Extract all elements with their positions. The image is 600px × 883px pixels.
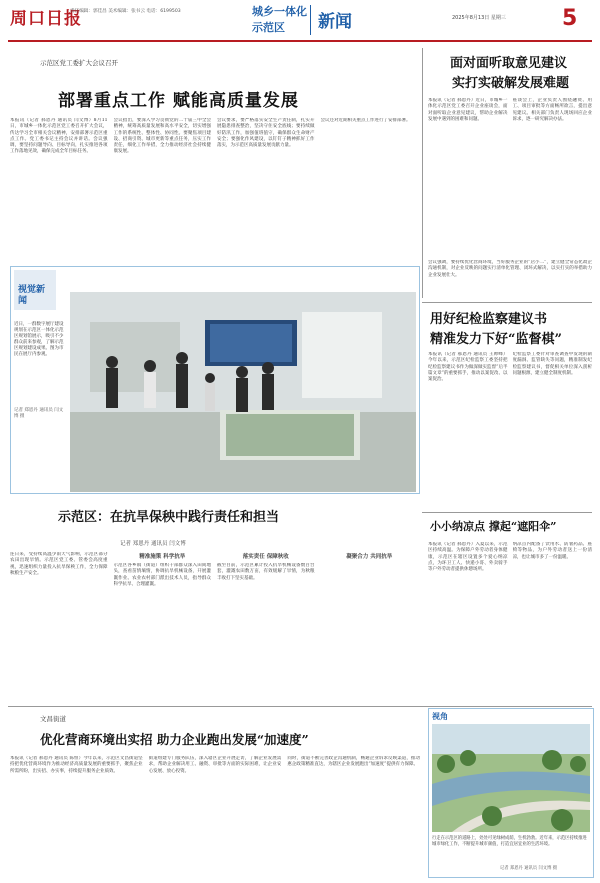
bottom-column: 本报讯（记者 郝恩丹 通讯员 陈恒）今年以来，示范区文昌街道坚持把优化营商环境作为推动经济高质量发展的重要抓手，聚焦企业所需所盼，出实招、办实事，持续提升服务企业质效。 (10, 756, 143, 774)
right-low-column: 纳凉点内配备了饮用水、防暑药品、座椅等物品，为户外劳动者送上一份清凉，也让城市多了一份温暖。 (512, 542, 592, 560)
section-rule (422, 302, 592, 303)
newspaper-logo: 周口日报 (10, 9, 82, 29)
masthead (0, 0, 600, 44)
masthead-rule (8, 40, 592, 42)
lead-body (10, 118, 418, 262)
photo-tag: 视觉新闻 (18, 285, 46, 306)
right-low-body (428, 542, 592, 702)
section-name: 新闻 (318, 12, 352, 32)
greenway-scene-illustration (432, 724, 590, 832)
mid-body (10, 552, 418, 700)
section-rule (8, 706, 592, 707)
lead-column: 会议要求，要严格落实安全生产责任制，扎实开展隐患排查整治，坚决守住安全底线；要持续做好防汛工作，加强值班值守，确保群众生命财产安全；要强化作风建设，以钉钉子精神抓好工作落实，为示范区高质量发展贡献力量。 (217, 118, 315, 149)
right-low-headline: 小小纳凉点 撑起“遮阳伞” (430, 520, 557, 533)
right-top-headline-2: 实打实破解发展难题 (452, 76, 570, 91)
right-mid-headline-2: 精准发力下好“监督棋” (430, 332, 562, 347)
bottom-headline: 优化营商环境出实招 助力企业跑出发展“加速度” (40, 732, 309, 747)
section-kicker: 城乡一体化 (252, 5, 307, 18)
lead-column: 会议指出，要深入学习贯彻党的二十届三中全会精神，统筹高质量发展和高水平安全，切实增强工作的系统性、整体性、协同性。要聚焦项目建设、招商引资、城市更新等重点任务，压实工作责任，细化工作举措，全力推动经济社会持续健康发展。 (113, 118, 211, 155)
lead-column: 本报讯（记者 郝恩丹 通讯员 闫文博）8月11日，市城乡一体化示范区党工委召开扩大会议，传达学习全市相关会议精神，安排部署示范区重点工作。党工委书记主持会议并讲话。会议强调，要坚持问题导向、目标导向，扎实推进各项工作落地见效，确保完成全年目标任务。 (10, 118, 108, 155)
right-mid-body (428, 352, 592, 510)
right-mid-column: 纪检监察工委针对审查调查中发现的制度漏洞、监管缺失等问题，精准制发纪检监察建议书，督促相关单位深入剖析问题根源，建立健全制度机制。 (512, 352, 592, 376)
editor-credits: 责任编辑：郭佳昌 美术编辑：张书云 电话：6199503 (70, 9, 181, 14)
bottom-column: 街道组建专门服务队伍，深入辖区企业开展走访，了解企业发展需求，帮助企业解决用工、融资、审批等方面的实际困难，让企业安心发展、放心投资。 (148, 756, 282, 774)
right-low-column: 本报讯（记者 郝恩丹）入夏以来，示范区持续高温。为保障户外劳动者身体健康，示范区在辖区设置多个爱心纳凉点，为环卫工人、快递小哥、外卖骑手等户外劳动者提供休憩场所。 (428, 542, 508, 573)
bottom-photo-tag: 视角 (432, 712, 448, 721)
column-divider (422, 48, 423, 298)
right-top-column: 座谈会上，企业负责人围绕融资、用工、项目审批等方面畅所欲言，提出意见建议。相关部门负责人现场回应企业诉求，逐一研究解决办法。 (512, 98, 592, 122)
right-mid-column: 本报讯（记者 郝恩丹 通讯员 王帅峰）今年以来，示范区纪检监察工委坚持把纪检监察建议书作为做深做实监督“后半篇文章”的重要抓手，推动以案促改、以案促治。 (428, 352, 508, 383)
right-top-column: 本报讯（记者 郝恩丹）近日，市城乡一体化示范区党工委召开企业座谈会，面对面听取企业意见建议，帮助企业解决发展中遇到的困难和问题。 (428, 98, 508, 122)
greenway-photo (432, 724, 590, 832)
bottom-column: 同时，街道不断完善政企沟通机制，畅通企业诉求反映渠道，推动惠企政策精准直达，为辖区企业发展跑出“加速度”提供有力保障。 (287, 756, 421, 768)
mid-column: 截至目前，示范区累计投入抗旱机械设备数百台套，灌溉农田数万亩，有效缓解了旱情，为秋粮丰收打下坚实基础。 (217, 563, 315, 581)
mid-byline: 记者 郑恩丹 通讯员 闫文博 (120, 541, 186, 547)
mid-column: 示范区各乡镇（街道）组织干部群众深入田间地头，查看苗情墒情，协调抗旱机械设备，开展灌溉作业。农业农村部门派出技术人员，指导群众科学抗旱、合理灌溉。 (113, 563, 211, 587)
bottom-photo-caption: 行走在示范区的道路上，处处可见绿树成荫，生机勃勃。近年来，示范区持续推进城市绿化工作，不断提升城市颜值，打造宜居宜业的生活环境。 (432, 836, 587, 847)
mid-headline: 示范区：在抗旱保秧中践行责任和担当 (58, 510, 280, 525)
bottom-photo-credit: 记者 郑恩丹 通讯员 闫文博 摄 (500, 866, 558, 871)
mid-subhead: 落实责任 保障秋收 (242, 554, 289, 560)
right-top-headline-1: 面对面听取意见建议 (450, 56, 568, 71)
exhibition-photo (70, 292, 416, 492)
mid-column: 连日来，受持续高温少雨天气影响，示范区部分农田出现旱情。示范区党工委、管委会高度重视，迅速组织力量投入抗旱保秧工作，全力保障秋粮生产安全。 (10, 552, 108, 576)
photo-caption: 近日，一群数字展厅建设规划在示范区一体化示范区规划馆展示，吸引不少群众前来参观，了解示范区规划建设成果。图为市民在展厅内参观。 (14, 322, 64, 357)
lead-column: 会议还对近期相关重点工作进行了安排部署。 (320, 118, 411, 123)
section-divider (310, 5, 311, 35)
section-rule (422, 512, 592, 513)
right-mid-headline-1: 用好纪检监察建议书 (430, 312, 548, 327)
section-sub: 示范区 (252, 21, 285, 34)
right-top-column: 会议强调，要持续优化营商环境，当好服务企业的“店小二”，建立健全常态化政企沟通机制，对企业反映的问题实行清单化管理、闭环式解决，以实打实的举措助力企业发展壮大。 (428, 260, 592, 278)
photo-credit: 记者 郑恩丹 通讯员 闫文博 摄 (14, 408, 64, 419)
exhibition-scene-illustration (70, 292, 416, 492)
mid-subhead: 精准施策 科学抗旱 (139, 554, 186, 560)
lead-headline: 部署重点工作 赋能高质量发展 (58, 91, 299, 111)
bottom-body (10, 756, 420, 876)
bottom-kicker: 文昌街道 (40, 715, 66, 723)
lead-kicker: 示范区党工委扩大会议召开 (40, 59, 118, 67)
mid-subhead: 凝聚合力 共同抗旱 (346, 554, 393, 560)
page-number: 5 (562, 6, 578, 31)
issue-date: 2025年8月13日 星期三 (452, 15, 506, 21)
